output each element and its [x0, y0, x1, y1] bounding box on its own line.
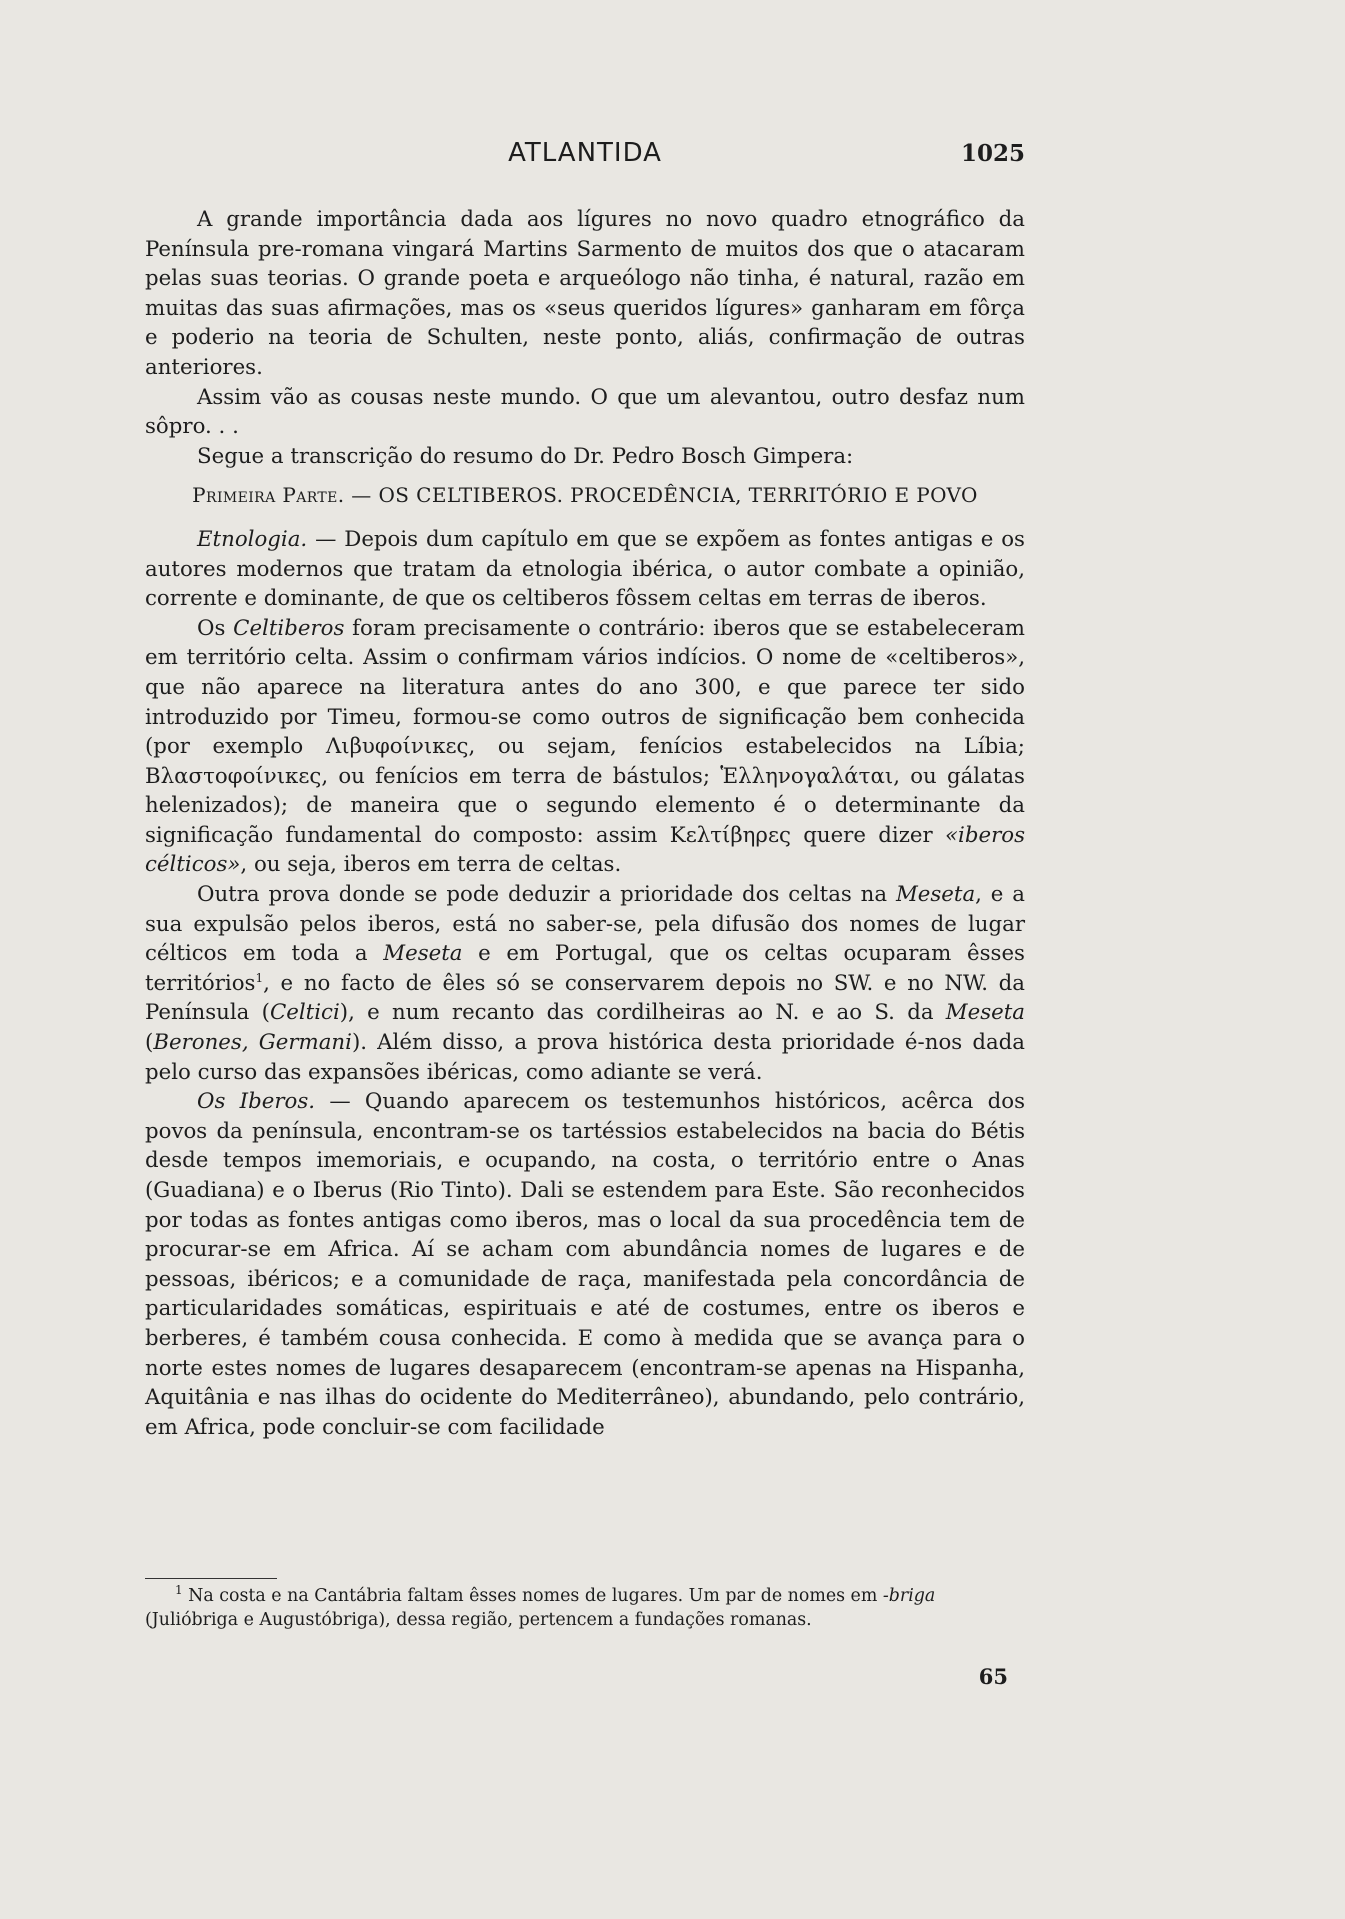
page-number: 1025 — [960, 140, 1025, 167]
paragraph-prioridade: Outra prova donde se pode deduzir a prioridade dos celtas na Meseta, e a sua expulsão pelos iberos, está no saber-se, pela difusão dos nomes de lugar célticos em toda a Meseta e em Portugal, que os celtas ocuparam êsses territórios$^1$, e no facto de êles só se conservarem depois no SW. e no NW. da Península (Celtici), e num recanto das cordilheiras ao N. e ao S. da Meseta (Berones, Germani). Além disso, a prova histórica desta prioridade é-nos dada pelo curso das expansões ibéricas, como adiante se verá. — [145, 882, 1025, 1085]
paragraph-iberos: Os Iberos. — Quando aparecem os testemunhos históricos, acêrca dos povos da península, encontram-se os tartéssios estabelecidos na bacia do Bétis desde tempos imemoriais, e ocupando, na costa, o território entre o Anas (Guadiana) e o Iberus (Rio Tinto). Dali se estendem para Este. São reconhecidos por todas as fontes antigas como iberos, mas o local da sua procedência tem de procurar-se em Africa. Aí se acham com abundância nomes de lugares e de pessoas, ibéricos; e a comunidade de raça, manifestada pela concordância de particularidades somáticas, espirituais e até de costumes, entre os iberos e berberes, é também cousa conhecida. E como à medida que se avança para o norte estes nomes de lugares desaparecem (encontram-se apenas na Hispanha, Aquitânia e nas ilhas do ocidente do Mediterrâneo), abundando, pelo contrário, em Africa, pode concluir-se com facilidade — [145, 1089, 1025, 1440]
footnote-divider — [145, 1578, 277, 1579]
paragraph-ligures: A grande importância dada aos lígures no novo quadro etnográfico da Península pre-romana vingará Martins Sarmento de muitos dos que o atacaram pelas suas teorias. O grande poeta e arqueólogo não tinha, é natural, razão em muitas das suas afirmações, mas os «seus queridos lígures» ganharam em fôrça e poderio na teoria de Schulten, neste ponto, aliás, confirmação de outras anteriores. — [145, 207, 1025, 380]
greek-term: Βλαστοφοίνικες — [145, 763, 322, 789]
section-title: OS CELTIBEROS. PROCEDÊNCIA, TERRITÓRIO E POVO — [378, 483, 978, 508]
running-title: ATLANTIDA — [508, 138, 662, 168]
paragraph-cousas: Assim vão as cousas neste mundo. O que um alevantou, outro desfaz num sôpro. . . — [145, 384, 1025, 440]
paragraph-celtiberos: Os Celtiberos foram precisamente o contrário: iberos que se estabeleceram em território celta. Assim o confirmam vários indícios. O nome de «celtiberos», que não aparece na literatura antes do ano 300, e que parece ter sido introduzido por Timeu, formou-se como outros de significação bem conhecida (por exemplo Λιβυφοίνικες, ou sejam, fenícios estabelecidos na Líbia; Βλαστοφοίνικες, ou fenícios em terra de bástulos; Ἑλληνογαλάται, ou gálatas helenizados); de maneira que o segundo elemento é o determinante da significação fundamental do composto: assim Κελτίβηρες quere dizer «iberos célticos», ou seja, iberos em terra de celtas. — [145, 615, 1026, 878]
footnote: $^1$ Na costa e na Cantábria faltam êsses nomes de lugares. Um par de nomes em -briga (Julióbriga e Augustóbriga), dessa região, pertencem a fundações romanas. — [145, 1583, 936, 1630]
body-text — [145, 205, 1025, 1442]
page-header — [145, 138, 1025, 178]
signature-mark: 65 — [978, 1664, 1008, 1689]
run-in-heading-etnologia: Etnologia. — [197, 526, 308, 552]
footnote-reference: 1 — [255, 970, 264, 985]
run-in-heading-iberos: Os Iberos. — [197, 1089, 316, 1115]
heading-dash: — — [344, 483, 379, 508]
section-heading — [145, 481, 1025, 511]
greek-term: Κελτίβηρες — [669, 822, 791, 848]
greek-term: Ἑλληνογαλάται — [720, 763, 894, 789]
part-label: Primeira Parte. — [192, 483, 345, 508]
paragraph-etnologia: Etnologia. — Depois dum capítulo em que se expõem as fontes antigas e os autores modernos que tratam da etnologia ibérica, o autor combate a opinião, corrente e dominante, de que os celtiberos fôssem celtas em terras de iberos. — [145, 526, 1025, 612]
paragraph-transcricao: Segue a transcrição do resumo do Dr. Pedro Bosch Gimpera: — [197, 443, 854, 469]
footnote-marker: 1 — [175, 1583, 183, 1598]
greek-term: Λιβυφοίνικες — [325, 734, 469, 760]
